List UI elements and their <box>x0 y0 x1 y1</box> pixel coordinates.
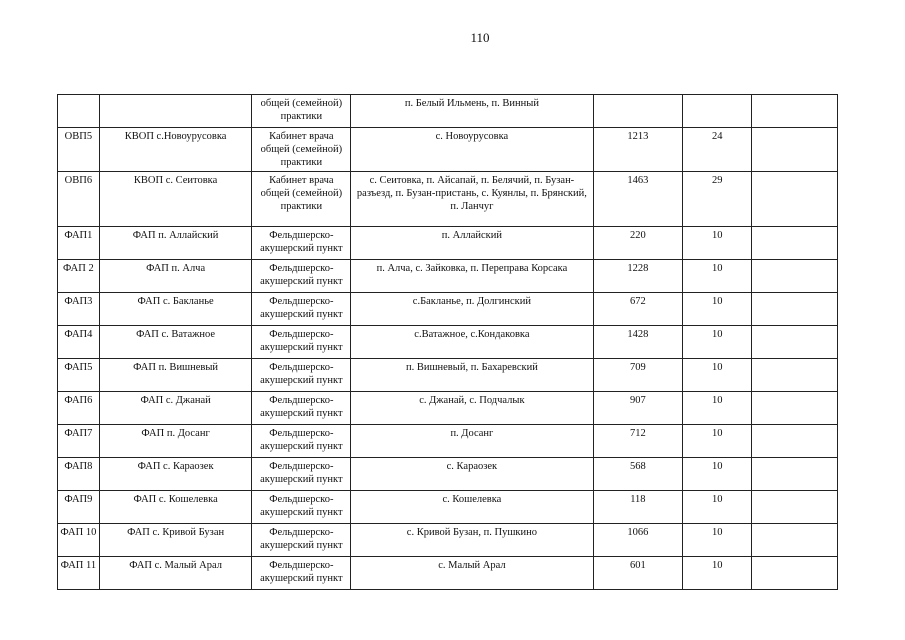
table-row <box>58 524 838 557</box>
facility-type-cell-text: Фельдшерско-акушерский пункт <box>260 329 343 353</box>
staff-cell-text: 10 <box>712 296 723 307</box>
population-cell <box>593 260 683 293</box>
facility-type-cell <box>252 128 351 172</box>
population-cell <box>593 491 683 524</box>
facility-type-cell-text: Фельдшерско-акушерский пункт <box>260 230 343 254</box>
table-body <box>58 95 838 590</box>
facility-code-cell <box>58 227 100 260</box>
facility-name-cell <box>99 557 252 590</box>
facility-code-cell <box>58 293 100 326</box>
facility-code-cell-text: ФАП9 <box>64 494 93 505</box>
table-row <box>58 491 838 524</box>
facility-code-cell <box>58 524 100 557</box>
facility-code-cell <box>58 392 100 425</box>
staff-cell <box>683 425 752 458</box>
facility-code-cell-text: ФАП1 <box>64 230 93 241</box>
facility-code-cell <box>58 172 100 227</box>
population-cell <box>593 326 683 359</box>
population-cell-text: 712 <box>630 428 646 439</box>
population-cell-text: 118 <box>630 494 646 505</box>
population-cell <box>593 227 683 260</box>
facility-name-cell-text: ФАП с. Малый Арал <box>129 560 222 571</box>
note-cell <box>752 491 838 524</box>
settlements-cell-text: с. Джанай, с. Подчалык <box>419 395 525 406</box>
facility-name-cell <box>99 172 252 227</box>
facility-type-cell <box>252 458 351 491</box>
staff-cell <box>683 172 752 227</box>
population-cell <box>593 557 683 590</box>
facility-name-cell-text: ФАП с. Кошелевка <box>133 494 218 505</box>
staff-cell <box>683 557 752 590</box>
facility-type-cell-text: Кабинет врача общей (семейной) практики <box>260 131 343 168</box>
population-cell-text: 1213 <box>627 131 649 142</box>
table-row <box>58 260 838 293</box>
staff-cell-text: 10 <box>712 428 723 439</box>
note-cell <box>752 359 838 392</box>
facility-code-cell-text: ФАП4 <box>64 329 93 340</box>
table-row <box>58 557 838 590</box>
facility-code-cell <box>58 128 100 172</box>
settlements-cell-text: с. Сеитовка, п. Айсапай, п. Белячий, п. Бузан-разъезд, п. Бузан-пристань, с. Куянлы, п. Брянский, п. Ланчуг <box>356 175 587 212</box>
facility-name-cell-text: ФАП с. Ватажное <box>136 329 216 340</box>
note-cell <box>752 557 838 590</box>
population-cell <box>593 128 683 172</box>
facility-name-cell <box>99 293 252 326</box>
facility-type-cell <box>252 172 351 227</box>
staff-cell <box>683 293 752 326</box>
settlements-cell-text: с.Бакланье, п. Долгинский <box>412 296 532 307</box>
settlements-cell-text: п. Вишневый, п. Бахаревский <box>405 362 538 373</box>
facility-name-cell-text: КВОП с. Сеитовка <box>133 175 218 186</box>
facility-code-cell <box>58 491 100 524</box>
facility-name-cell <box>99 128 252 172</box>
population-cell <box>593 524 683 557</box>
staff-cell <box>683 392 752 425</box>
facility-name-cell <box>99 458 252 491</box>
settlements-cell <box>351 557 593 590</box>
facility-code-cell-text: ФАП8 <box>64 461 93 472</box>
table-row <box>58 326 838 359</box>
facility-code-cell-text: ОВП5 <box>64 131 93 142</box>
facility-name-cell <box>99 95 252 128</box>
facility-name-cell <box>99 425 252 458</box>
note-cell <box>752 392 838 425</box>
facility-name-cell <box>99 524 252 557</box>
population-cell-text: 1428 <box>627 329 649 340</box>
facility-name-cell-text: ФАП с. Бакланье <box>137 296 214 307</box>
facility-code-cell-text: ОВП6 <box>64 175 93 186</box>
staff-cell <box>683 260 752 293</box>
page-number: 110 <box>470 30 490 45</box>
population-cell-text: 1228 <box>627 263 649 274</box>
note-cell <box>752 172 838 227</box>
facility-code-cell <box>58 326 100 359</box>
facility-code-cell <box>58 359 100 392</box>
settlements-cell-text: с. Новоурусовка <box>435 131 509 142</box>
facility-code-cell <box>58 260 100 293</box>
facility-type-cell <box>252 491 351 524</box>
population-cell <box>593 293 683 326</box>
staff-cell-text: 10 <box>712 263 723 274</box>
facility-name-cell-text: ФАП п. Вишневый <box>133 362 219 373</box>
facility-type-cell <box>252 524 351 557</box>
population-cell-text: 1463 <box>627 175 649 186</box>
population-cell-text: 220 <box>630 230 646 241</box>
note-cell <box>752 425 838 458</box>
staff-cell <box>683 359 752 392</box>
settlements-cell-text: с. Кривой Бузан, п. Пушкино <box>406 527 538 538</box>
note-cell <box>752 128 838 172</box>
staff-cell <box>683 458 752 491</box>
settlements-cell-text: с. Кошелевка <box>442 494 502 505</box>
settlements-cell-text: п. Алча, с. Зайковка, п. Переправа Корсака <box>376 263 568 274</box>
staff-cell-text: 10 <box>712 560 723 571</box>
facility-code-cell-text: ФАП6 <box>64 395 93 406</box>
facility-type-cell <box>252 425 351 458</box>
facility-code-cell-text: ФАП 10 <box>60 527 97 538</box>
facility-type-cell-text: Фельдшерско-акушерский пункт <box>260 494 343 518</box>
table-row <box>58 293 838 326</box>
settlements-cell-text: с. Малый Арал <box>438 560 506 571</box>
settlements-cell-text: п. Белый Ильмень, п. Винный <box>404 98 539 109</box>
facility-name-cell <box>99 491 252 524</box>
facility-name-cell-text: ФАП с. Джанай <box>140 395 211 406</box>
facility-code-cell <box>58 458 100 491</box>
settlements-cell-text: п. Аллайский <box>441 230 503 241</box>
population-cell-text: 601 <box>630 560 646 571</box>
table-row <box>58 227 838 260</box>
settlements-cell <box>351 293 593 326</box>
note-cell <box>752 326 838 359</box>
population-cell <box>593 95 683 128</box>
table-row <box>58 95 838 128</box>
staff-cell-text: 10 <box>712 494 723 505</box>
facility-type-cell-text: Фельдшерско-акушерский пункт <box>260 560 343 584</box>
facility-code-cell-text: ФАП 2 <box>63 263 94 274</box>
facility-name-cell-text: ФАП п. Досанг <box>141 428 210 439</box>
staff-cell-text: 29 <box>712 175 723 186</box>
facility-type-cell-text: Фельдшерско-акушерский пункт <box>260 296 343 320</box>
population-cell <box>593 172 683 227</box>
note-cell <box>752 260 838 293</box>
facility-type-cell <box>252 95 351 128</box>
table-row <box>58 392 838 425</box>
facility-type-cell-text: общей (семейной) практики <box>260 98 343 122</box>
staff-cell-text: 10 <box>712 395 723 406</box>
facility-type-cell-text: Фельдшерско-акушерский пункт <box>260 428 343 452</box>
note-cell <box>752 293 838 326</box>
facility-type-cell <box>252 392 351 425</box>
table-row <box>58 172 838 227</box>
staff-cell-text: 10 <box>712 461 723 472</box>
table-row <box>58 458 838 491</box>
population-cell <box>593 392 683 425</box>
settlements-cell <box>351 326 593 359</box>
facility-name-cell-text: ФАП п. Алча <box>146 263 206 274</box>
facility-code-cell <box>58 95 100 128</box>
facility-name-cell <box>99 392 252 425</box>
facility-name-cell-text: ФАП с. Караозек <box>137 461 214 472</box>
facility-type-cell-text: Фельдшерско-акушерский пункт <box>260 362 343 386</box>
settlements-cell-text: с. Караозек <box>446 461 498 472</box>
facility-code-cell <box>58 557 100 590</box>
facility-type-cell <box>252 260 351 293</box>
note-cell <box>752 227 838 260</box>
facility-type-cell-text: Фельдшерско-акушерский пункт <box>260 263 343 287</box>
facility-name-cell <box>99 326 252 359</box>
staff-cell <box>683 95 752 128</box>
population-cell <box>593 458 683 491</box>
settlements-cell <box>351 227 593 260</box>
facility-type-cell-text: Фельдшерско-акушерский пункт <box>260 461 343 485</box>
table-row <box>58 128 838 172</box>
facility-name-cell <box>99 359 252 392</box>
population-cell-text: 907 <box>630 395 646 406</box>
staff-cell <box>683 326 752 359</box>
population-cell-text: 672 <box>630 296 646 307</box>
staff-cell <box>683 491 752 524</box>
staff-cell-text: 10 <box>712 527 723 538</box>
facility-type-cell-text: Фельдшерско-акушерский пункт <box>260 395 343 419</box>
facility-type-cell <box>252 359 351 392</box>
staff-cell <box>683 227 752 260</box>
population-cell-text: 568 <box>630 461 646 472</box>
facility-type-cell-text: Фельдшерско-акушерский пункт <box>260 527 343 551</box>
facility-type-cell <box>252 557 351 590</box>
population-cell-text: 709 <box>630 362 646 373</box>
facility-name-cell <box>99 227 252 260</box>
facility-code-cell-text: ФАП5 <box>64 362 93 373</box>
staff-cell-text: 10 <box>712 329 723 340</box>
note-cell <box>752 524 838 557</box>
facility-type-cell <box>252 293 351 326</box>
settlements-cell <box>351 524 593 557</box>
facility-code-cell <box>58 425 100 458</box>
facility-code-cell-text: ФАП3 <box>64 296 93 307</box>
medical-facilities-table <box>57 94 838 590</box>
settlements-cell <box>351 458 593 491</box>
table-row <box>58 359 838 392</box>
table-row <box>58 425 838 458</box>
note-cell <box>752 458 838 491</box>
facility-code-cell-text: ФАП7 <box>64 428 93 439</box>
facility-type-cell <box>252 326 351 359</box>
settlements-cell <box>351 425 593 458</box>
facility-code-cell-text: ФАП 11 <box>60 560 97 571</box>
staff-cell <box>683 128 752 172</box>
settlements-cell-text: с.Ватажное, с.Кондаковка <box>414 329 530 340</box>
facility-name-cell-text: ФАП с. Кривой Бузан <box>127 527 225 538</box>
facility-name-cell-text: ФАП п. Аллайский <box>132 230 219 241</box>
settlements-cell <box>351 359 593 392</box>
settlements-cell <box>351 260 593 293</box>
note-cell <box>752 95 838 128</box>
population-cell-text: 1066 <box>627 527 649 538</box>
settlements-cell <box>351 172 593 227</box>
population-cell <box>593 359 683 392</box>
staff-cell-text: 24 <box>712 131 723 142</box>
staff-cell-text: 10 <box>712 362 723 373</box>
staff-cell <box>683 524 752 557</box>
staff-cell-text: 10 <box>712 230 723 241</box>
facility-name-cell <box>99 260 252 293</box>
population-cell <box>593 425 683 458</box>
settlements-cell <box>351 392 593 425</box>
facility-name-cell-text: КВОП с.Новоурусовка <box>124 131 227 142</box>
settlements-cell <box>351 491 593 524</box>
facility-type-cell <box>252 227 351 260</box>
settlements-cell <box>351 128 593 172</box>
settlements-cell <box>351 95 593 128</box>
settlements-cell-text: п. Досанг <box>450 428 494 439</box>
facility-type-cell-text: Кабинет врача общей (семейной) практики <box>260 175 343 212</box>
